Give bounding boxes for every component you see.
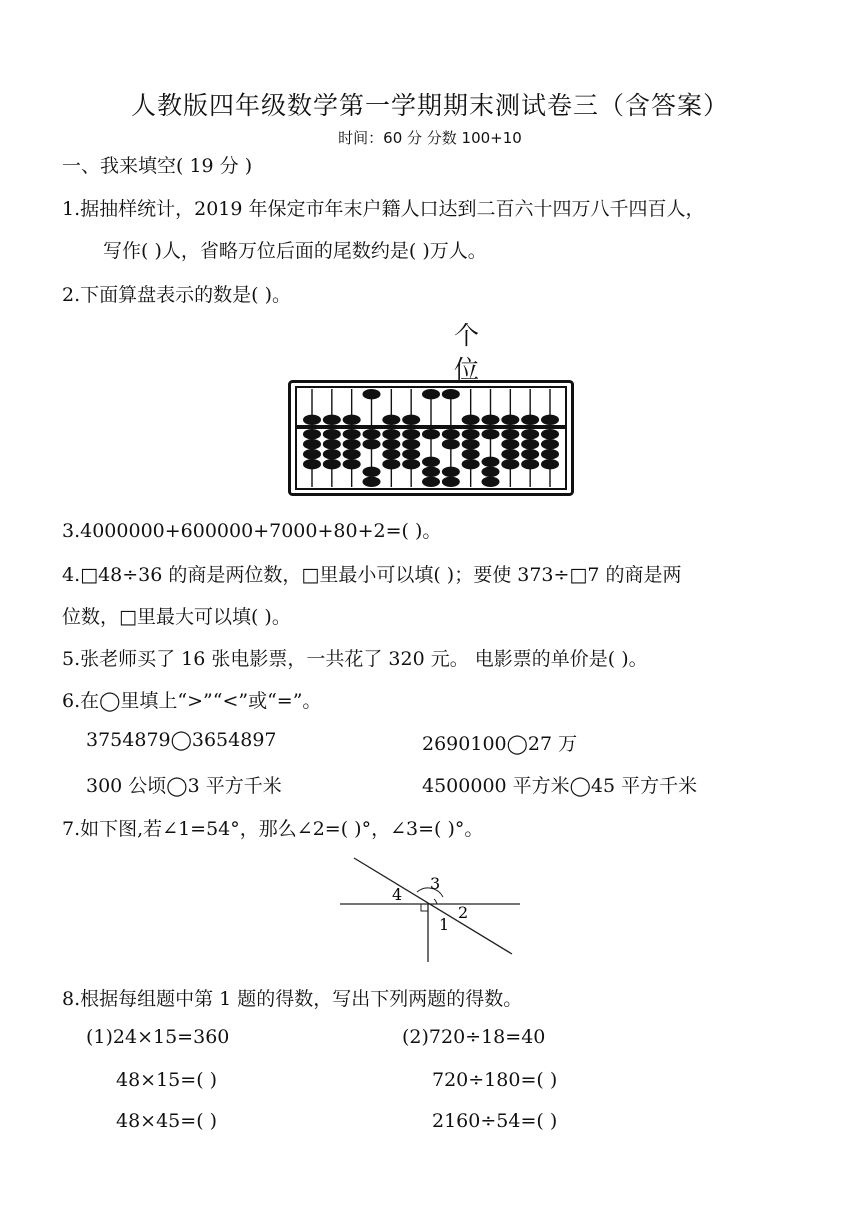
abacus-lower-bead	[343, 459, 361, 469]
group-1-item-1: 48×15=( )	[116, 1069, 218, 1091]
abacus-lower-bead	[363, 429, 381, 439]
abacus-upper-bead	[402, 415, 420, 425]
question-8: 8.根据每组题中第 1 题的得数，写出下列两题的得数。	[62, 988, 523, 1010]
abacus-lower-bead	[462, 459, 480, 469]
abacus-lower-bead	[382, 459, 400, 469]
abacus-lower-bead	[442, 429, 460, 439]
abacus-upper-bead	[303, 415, 321, 425]
comparison-item-2: 2690100◯27 万	[422, 733, 578, 755]
abacus-lower-bead	[521, 429, 539, 439]
abacus-upper-bead	[482, 415, 500, 425]
abacus-upper-bead	[541, 415, 559, 425]
angle-label-1: 1	[439, 915, 450, 934]
abacus-lower-bead	[541, 459, 559, 469]
abacus-lower-bead	[303, 439, 321, 449]
abacus-upper-bead	[382, 415, 400, 425]
abacus-lower-bead	[541, 429, 559, 439]
angle-label-3: 3	[430, 874, 441, 893]
comparison-item-1: 3754879◯3654897	[86, 729, 277, 751]
abacus-lower-bead	[462, 449, 480, 459]
abacus-lower-bead	[363, 439, 381, 449]
abacus-lower-bead	[501, 449, 519, 459]
abacus-lower-bead	[541, 439, 559, 449]
abacus-lower-bead	[501, 429, 519, 439]
question-6: 6.在◯里填上“>”“<”或“=”。	[62, 690, 322, 712]
abacus-lower-bead	[482, 477, 500, 487]
abacus-lower-bead	[323, 439, 341, 449]
abacus-lower-bead	[382, 439, 400, 449]
angle-label-4: 4	[392, 885, 403, 904]
question-3: 3.4000000+600000+7000+80+2=( )。	[62, 520, 442, 542]
abacus-lower-bead	[442, 439, 460, 449]
abacus-lower-bead	[363, 477, 381, 487]
abacus-lower-bead	[323, 449, 341, 459]
abacus-upper-bead	[501, 415, 519, 425]
group-2-item-2: 2160÷54=( )	[432, 1110, 558, 1132]
abacus-lower-bead	[382, 429, 400, 439]
abacus-upper-bead	[343, 415, 361, 425]
diagonal-line	[354, 858, 512, 954]
abacus-lower-bead	[442, 467, 460, 477]
abacus-lower-bead	[501, 459, 519, 469]
abacus-lower-bead	[521, 439, 539, 449]
right-angle-mark	[421, 904, 428, 911]
abacus-lower-bead	[521, 459, 539, 469]
question-4-line-2: 位数，□里最大可以填( )。	[62, 606, 291, 628]
abacus-lower-bead	[501, 439, 519, 449]
group-1-item-2: 48×45=( )	[116, 1110, 218, 1132]
exam-info: 时间：60 分 分数 100+10	[338, 129, 522, 147]
abacus-upper-bead	[323, 415, 341, 425]
abacus-label-bottom: 位	[454, 355, 480, 384]
abacus-lower-bead	[382, 449, 400, 459]
abacus-lower-bead	[521, 449, 539, 459]
comparison-item-4: 4500000 平方米◯45 平方千米	[422, 775, 698, 797]
abacus-upper-bead	[521, 415, 539, 425]
question-7: 7.如下图,若∠1=54°，那么∠2=( )°，∠3=( )°。	[62, 818, 484, 840]
question-5: 5.张老师买了 16 张电影票，一共花了 320 元。 电影票的单价是( )。	[62, 648, 648, 670]
section-heading: 一、我来填空( 19 分 )	[62, 155, 253, 177]
abacus-lower-bead	[482, 467, 500, 477]
abacus-lower-bead	[363, 467, 381, 477]
group-2-item-1: 720÷180=( )	[432, 1069, 558, 1091]
abacus-figure	[288, 380, 574, 496]
abacus-upper-bead	[462, 415, 480, 425]
abacus-lower-bead	[422, 477, 440, 487]
abacus-lower-bead	[323, 429, 341, 439]
abacus-lower-bead	[422, 467, 440, 477]
group-1-head: (1)24×15=360	[86, 1026, 230, 1048]
abacus-lower-bead	[343, 439, 361, 449]
abacus-upper-bead	[422, 389, 440, 399]
abacus-lower-bead	[442, 477, 460, 487]
abacus-lower-bead	[323, 459, 341, 469]
angle-figure	[336, 852, 536, 964]
abacus-lower-bead	[482, 429, 500, 439]
question-1-line-2: 写作( )人，省略万位后面的尾数约是( )万人。	[103, 240, 487, 262]
question-2: 2.下面算盘表示的数是( )。	[62, 284, 291, 306]
abacus-lower-bead	[303, 429, 321, 439]
abacus-upper-bead	[442, 389, 460, 399]
abacus-lower-bead	[303, 449, 321, 459]
question-1-line-1: 1.据抽样统计，2019 年保定市年末户籍人口达到二百六十四万八千四百人，	[62, 198, 705, 220]
group-2-head: (2)720÷18=40	[402, 1026, 546, 1048]
abacus-lower-bead	[402, 439, 420, 449]
abacus-lower-bead	[402, 459, 420, 469]
abacus-lower-bead	[402, 429, 420, 439]
abacus-lower-bead	[462, 429, 480, 439]
page-title: 人教版四年级数学第一学期期末测试卷三（含答案）	[130, 91, 729, 120]
abacus-lower-bead	[482, 457, 500, 467]
angle-1-arc	[434, 899, 437, 904]
angle-label-2: 2	[458, 903, 469, 922]
abacus-lower-bead	[303, 459, 321, 469]
abacus-lower-bead	[541, 449, 559, 459]
abacus-lower-bead	[343, 429, 361, 439]
abacus-lower-bead	[402, 449, 420, 459]
abacus-lower-bead	[422, 457, 440, 467]
abacus-upper-bead	[363, 389, 381, 399]
abacus-lower-bead	[462, 439, 480, 449]
abacus-lower-bead	[343, 449, 361, 459]
abacus-label-top: 个	[454, 321, 480, 350]
question-4-line-1: 4.□48÷36 的商是两位数，□里最小可以填( )；要使 373÷□7 的商是两	[62, 564, 682, 586]
comparison-item-3: 300 公顷◯3 平方千米	[86, 775, 282, 797]
abacus-lower-bead	[422, 429, 440, 439]
